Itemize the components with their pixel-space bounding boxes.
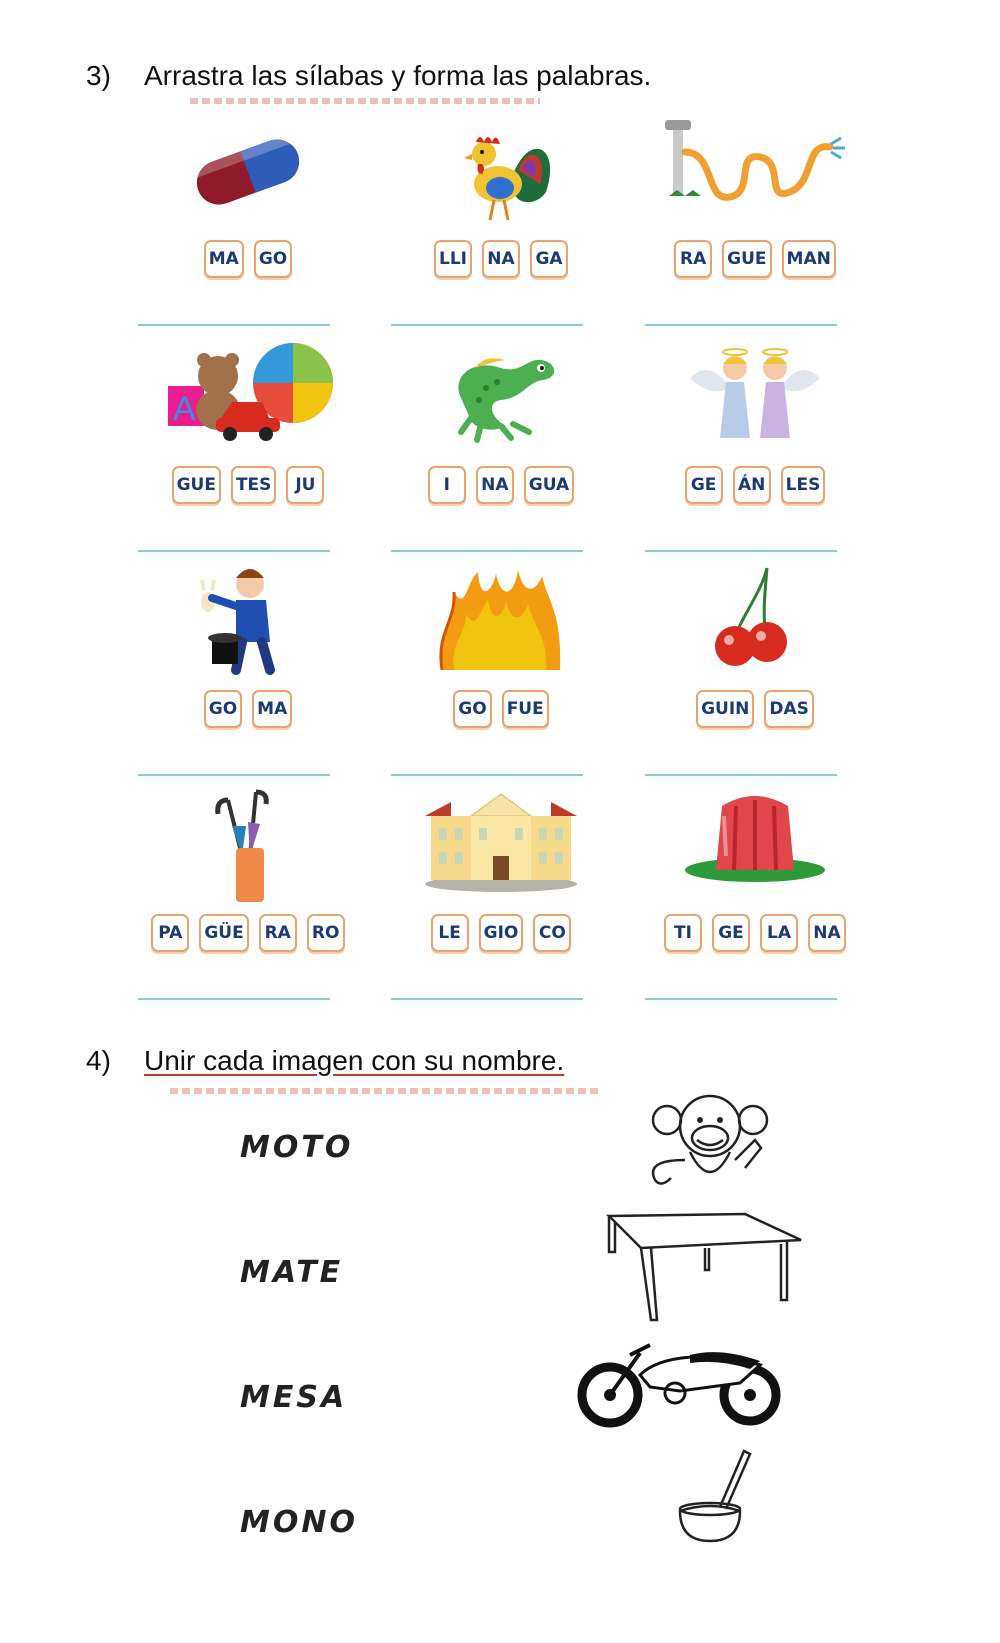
jelly-icon <box>625 786 885 906</box>
exercise-item <box>371 562 631 792</box>
syllable-tile[interactable]: NA <box>482 240 520 278</box>
syllable-tile[interactable]: TI <box>664 914 702 952</box>
answer-line <box>645 550 837 552</box>
exercise-item <box>371 112 631 342</box>
answer-line <box>645 774 837 776</box>
syllable-tile[interactable]: GUE <box>172 466 221 504</box>
motorcycle-icon[interactable] <box>570 1335 800 1435</box>
fire-icon <box>371 562 631 682</box>
syllable-tile[interactable]: GUIN <box>696 690 754 728</box>
syllable-tile[interactable]: RA <box>674 240 712 278</box>
syllable-tile[interactable]: GIO <box>479 914 524 952</box>
syllable-tile[interactable]: LA <box>760 914 798 952</box>
syllable-tile[interactable]: MA <box>252 690 292 728</box>
syllable-tile[interactable]: FUE <box>502 690 549 728</box>
answer-line <box>391 550 583 552</box>
exercise-item <box>118 112 378 342</box>
syllable-tile[interactable]: MA <box>204 240 244 278</box>
syllable-tile[interactable]: TES <box>231 466 276 504</box>
school-icon <box>371 786 631 906</box>
toys-icon <box>118 338 378 458</box>
syllable-tile[interactable]: CO <box>533 914 571 952</box>
syllable-tile[interactable]: LLI <box>434 240 472 278</box>
syllable-tile[interactable]: GE <box>712 914 750 952</box>
answer-line <box>645 998 837 1000</box>
answer-line <box>391 998 583 1000</box>
mate-icon[interactable] <box>670 1445 760 1550</box>
syllable-tile[interactable]: I <box>428 466 466 504</box>
svg-text:A: A <box>173 390 196 428</box>
match-word[interactable]: MESA <box>240 1380 348 1415</box>
answer-line <box>645 324 837 326</box>
hose-icon <box>625 112 885 232</box>
cherries-icon <box>625 562 885 682</box>
syllable-tile[interactable]: RA <box>259 914 297 952</box>
syllable-tile[interactable]: JU <box>286 466 324 504</box>
syllable-tile[interactable]: RO <box>307 914 345 952</box>
syllable-tile[interactable]: GA <box>530 240 568 278</box>
syllable-tile[interactable]: GÜE <box>199 914 248 952</box>
syllable-tile[interactable]: GUE <box>722 240 771 278</box>
syllable-tile[interactable]: GO <box>204 690 242 728</box>
iguana-icon <box>371 338 631 458</box>
exercise-title: Unir cada imagen con su nombre. <box>144 1045 565 1076</box>
match-word[interactable]: MOTO <box>240 1130 354 1165</box>
exercise-item <box>371 338 631 568</box>
exercise-number: 4) <box>86 1045 111 1076</box>
syllable-tile[interactable]: LES <box>781 466 826 504</box>
match-word[interactable]: MATE <box>240 1255 344 1290</box>
answer-line <box>138 774 330 776</box>
answer-line <box>391 774 583 776</box>
exercise-item <box>118 786 378 1016</box>
exercise-item <box>118 562 378 792</box>
syllable-tile[interactable]: GO <box>254 240 292 278</box>
syllable-tile[interactable]: DAS <box>764 690 814 728</box>
syllable-tile[interactable]: GE <box>685 466 723 504</box>
eraser-icon <box>118 112 378 232</box>
syllable-tile[interactable]: NA <box>808 914 846 952</box>
answer-line <box>138 550 330 552</box>
syllable-tile[interactable]: PA <box>151 914 189 952</box>
monkey-icon[interactable] <box>625 1090 795 1195</box>
exercise-item <box>118 338 378 568</box>
answer-line <box>138 324 330 326</box>
faded-text-strip <box>190 98 540 104</box>
angels-icon <box>625 338 885 458</box>
match-word[interactable]: MONO <box>240 1505 358 1540</box>
exercise-item <box>371 786 631 1016</box>
umbrellas-icon <box>118 786 378 906</box>
syllable-tile[interactable]: GO <box>453 690 491 728</box>
table-icon[interactable] <box>605 1210 805 1330</box>
syllable-tile[interactable]: GUA <box>524 466 574 504</box>
magician-boy-icon <box>118 562 378 682</box>
syllable-tile[interactable]: NA <box>476 466 514 504</box>
exercise-number: 3) <box>86 60 111 91</box>
faded-text-strip <box>170 1088 600 1094</box>
syllable-tile[interactable]: LE <box>431 914 469 952</box>
syllable-tile[interactable]: ÁN <box>733 466 771 504</box>
exercise-item <box>625 786 885 1016</box>
rooster-icon <box>371 112 631 232</box>
exercise-item <box>625 338 885 568</box>
answer-line <box>391 324 583 326</box>
exercise-title: Arrastra las sílabas y forma las palabras. <box>144 60 652 91</box>
answer-line <box>138 998 330 1000</box>
syllable-tile[interactable]: MAN <box>782 240 836 278</box>
exercise-item <box>625 112 885 342</box>
exercise-item <box>625 562 885 792</box>
